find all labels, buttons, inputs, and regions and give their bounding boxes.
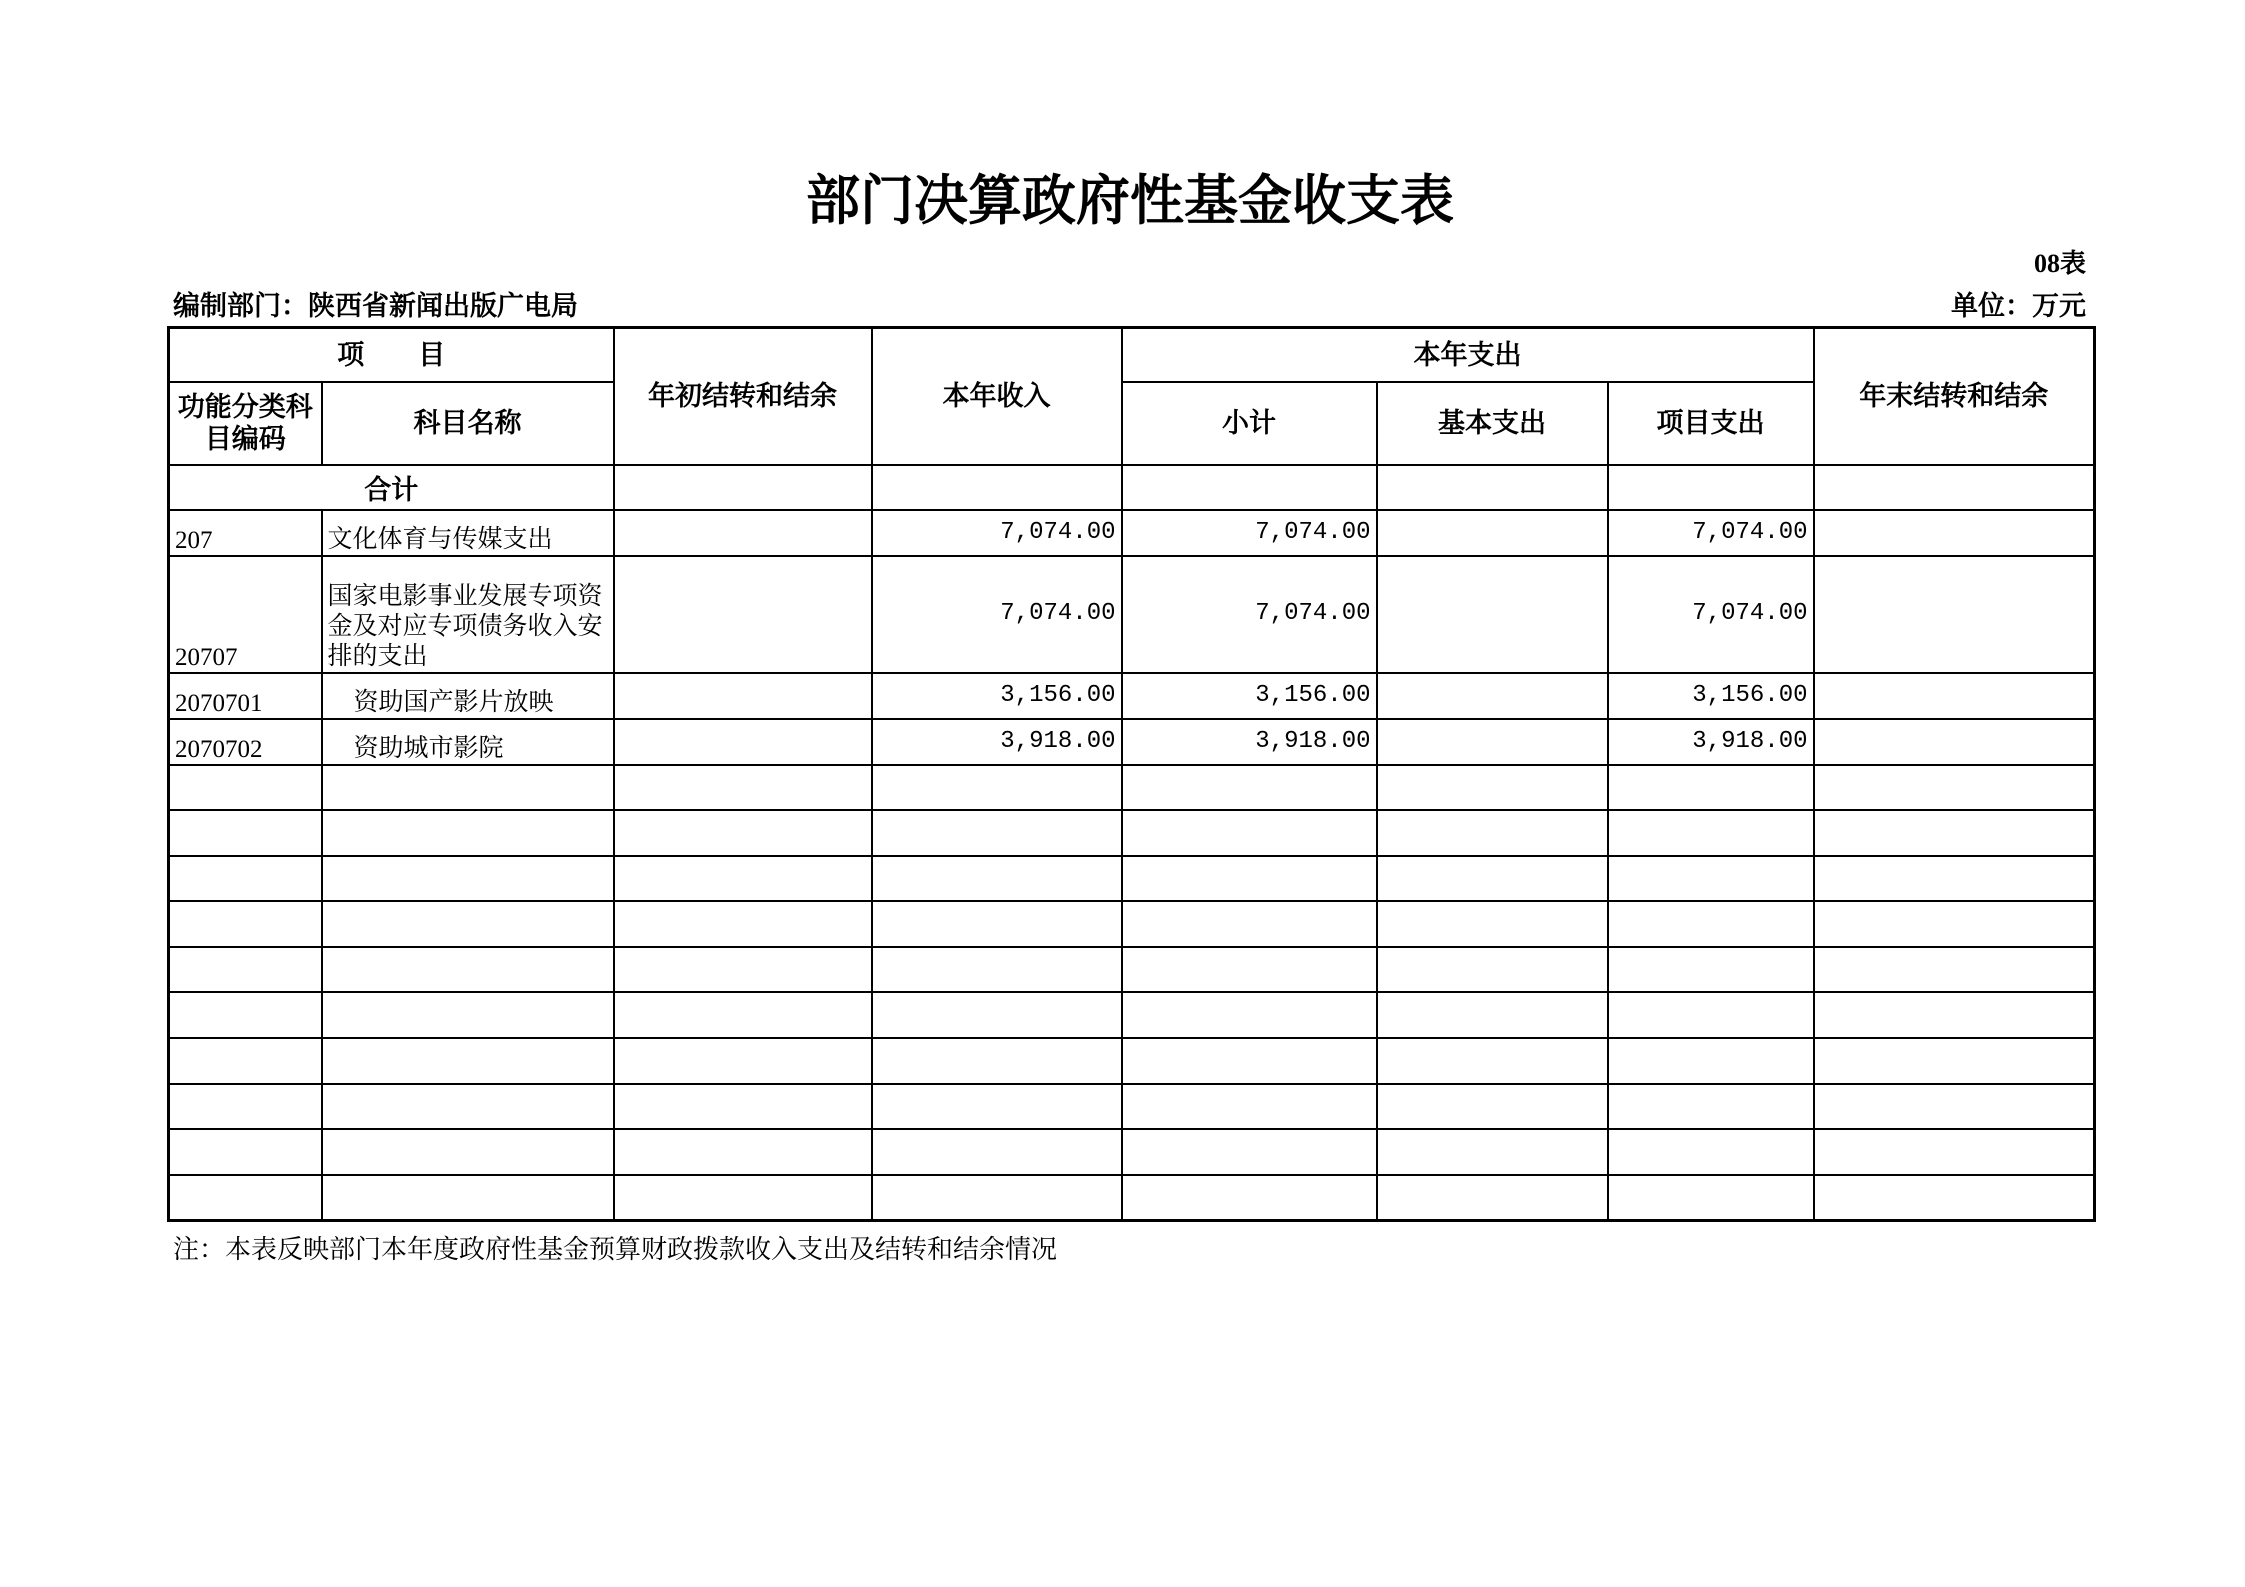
empty-cell xyxy=(1814,810,2095,856)
compiling-department: 编制部门：陕西省新闻出版广电局 xyxy=(173,291,578,321)
empty-cell xyxy=(872,856,1122,902)
empty-cell xyxy=(169,765,322,811)
empty-cell xyxy=(614,765,872,811)
empty-cell xyxy=(169,947,322,993)
empty-cell xyxy=(1377,856,1608,902)
row-basic-expenditure xyxy=(1377,719,1608,765)
row-basic-expenditure xyxy=(1377,556,1608,673)
row-name: 资助国产影片放映 xyxy=(322,673,614,719)
empty-cell xyxy=(1122,947,1377,993)
empty-cell xyxy=(322,765,614,811)
empty-cell xyxy=(614,1129,872,1175)
empty-cell xyxy=(872,765,1122,811)
row-subtotal: 7,074.00 xyxy=(1122,510,1377,556)
header-expenditure: 本年支出 xyxy=(1122,328,1814,382)
header-row-1 xyxy=(169,328,2095,382)
total-opening-balance xyxy=(614,465,872,510)
empty-cell xyxy=(322,1175,614,1221)
empty-cell xyxy=(1608,1084,1814,1130)
empty-cell xyxy=(614,1175,872,1221)
row-opening-balance xyxy=(614,673,872,719)
table-row xyxy=(169,673,2095,719)
empty-cell xyxy=(614,901,872,947)
table-row xyxy=(169,719,2095,765)
empty-cell xyxy=(1608,765,1814,811)
empty-row xyxy=(169,1129,2095,1175)
empty-cell xyxy=(322,947,614,993)
row-closing-balance xyxy=(1814,556,2095,673)
total-basic-expenditure xyxy=(1377,465,1608,510)
row-subtotal: 7,074.00 xyxy=(1122,556,1377,673)
row-project-expenditure: 7,074.00 xyxy=(1608,556,1814,673)
empty-cell xyxy=(1377,1038,1608,1084)
empty-cell xyxy=(1814,765,2095,811)
total-label: 合计 xyxy=(169,465,614,510)
empty-cell xyxy=(1608,1129,1814,1175)
empty-cell xyxy=(1608,1038,1814,1084)
empty-cell xyxy=(1377,947,1608,993)
empty-row xyxy=(169,1084,2095,1130)
empty-cell xyxy=(872,1084,1122,1130)
empty-cell xyxy=(322,810,614,856)
empty-cell xyxy=(1608,901,1814,947)
empty-row xyxy=(169,1175,2095,1221)
empty-cell xyxy=(1814,1175,2095,1221)
empty-cell xyxy=(1814,1129,2095,1175)
row-opening-balance xyxy=(614,510,872,556)
empty-cell xyxy=(1608,856,1814,902)
empty-cell xyxy=(1377,901,1608,947)
row-name: 文化体育与传媒支出 xyxy=(322,510,614,556)
empty-cell xyxy=(169,1129,322,1175)
empty-cell xyxy=(1377,1084,1608,1130)
empty-cell xyxy=(322,1038,614,1084)
empty-cell xyxy=(614,1084,872,1130)
empty-cell xyxy=(1377,1175,1608,1221)
row-income: 3,918.00 xyxy=(872,719,1122,765)
empty-cell xyxy=(614,1038,872,1084)
empty-cell xyxy=(1122,1129,1377,1175)
total-row xyxy=(169,465,2095,510)
row-code: 2070701 xyxy=(169,673,322,719)
row-opening-balance xyxy=(614,719,872,765)
empty-cell xyxy=(1814,856,2095,902)
row-subtotal: 3,918.00 xyxy=(1122,719,1377,765)
empty-cell xyxy=(1814,1084,2095,1130)
row-name: 资助城市影院 xyxy=(322,719,614,765)
row-project-expenditure: 7,074.00 xyxy=(1608,510,1814,556)
total-income xyxy=(872,465,1122,510)
row-closing-balance xyxy=(1814,673,2095,719)
total-subtotal xyxy=(1122,465,1377,510)
empty-cell xyxy=(1122,901,1377,947)
empty-cell xyxy=(1608,810,1814,856)
empty-cell xyxy=(1377,765,1608,811)
empty-cell xyxy=(1122,856,1377,902)
footnote: 注：本表反映部门本年度政府性基金预算财政拨款收入支出及结转和结余情况 xyxy=(173,1235,1058,1264)
report-title: 部门决算政府性基金收支表 xyxy=(806,171,1454,231)
row-income: 7,074.00 xyxy=(872,556,1122,673)
empty-cell xyxy=(872,992,1122,1038)
table-row xyxy=(169,510,2095,556)
empty-cell xyxy=(1122,1084,1377,1130)
empty-cell xyxy=(322,901,614,947)
header-income: 本年收入 xyxy=(872,328,1122,465)
empty-row xyxy=(169,765,2095,811)
row-name: 国家电影事业发展专项资金及对应专项债务收入安排的支出 xyxy=(322,556,614,673)
empty-cell xyxy=(1377,992,1608,1038)
row-code: 207 xyxy=(169,510,322,556)
fund-table xyxy=(167,326,2096,1222)
empty-cell xyxy=(872,1175,1122,1221)
empty-row xyxy=(169,947,2095,993)
empty-cell xyxy=(1122,1038,1377,1084)
empty-cell xyxy=(614,856,872,902)
row-basic-expenditure xyxy=(1377,510,1608,556)
empty-cell xyxy=(1608,992,1814,1038)
empty-cell xyxy=(1608,947,1814,993)
empty-row xyxy=(169,810,2095,856)
empty-cell xyxy=(322,992,614,1038)
empty-row xyxy=(169,992,2095,1038)
row-code: 2070702 xyxy=(169,719,322,765)
empty-cell xyxy=(169,856,322,902)
empty-cell xyxy=(1814,992,2095,1038)
empty-cell xyxy=(169,810,322,856)
empty-cell xyxy=(872,901,1122,947)
empty-cell xyxy=(169,1084,322,1130)
empty-row xyxy=(169,1038,2095,1084)
empty-cell xyxy=(1814,901,2095,947)
empty-cell xyxy=(1122,810,1377,856)
row-income: 7,074.00 xyxy=(872,510,1122,556)
header-code: 功能分类科目编码 xyxy=(169,382,322,465)
row-closing-balance xyxy=(1814,510,2095,556)
header-opening-balance: 年初结转和结余 xyxy=(614,328,872,465)
empty-cell xyxy=(1122,992,1377,1038)
header-item: 项 目 xyxy=(169,328,614,382)
empty-cell xyxy=(872,1129,1122,1175)
header-closing-balance: 年末结转和结余 xyxy=(1814,328,2095,465)
empty-row xyxy=(169,901,2095,947)
header-basic-expenditure: 基本支出 xyxy=(1377,382,1608,465)
row-code: 20707 xyxy=(169,556,322,673)
header-subtotal: 小计 xyxy=(1122,382,1377,465)
empty-cell xyxy=(322,1129,614,1175)
empty-cell xyxy=(169,1038,322,1084)
row-subtotal: 3,156.00 xyxy=(1122,673,1377,719)
total-project-expenditure xyxy=(1608,465,1814,510)
row-opening-balance xyxy=(614,556,872,673)
empty-cell xyxy=(1377,810,1608,856)
empty-cell xyxy=(1122,765,1377,811)
empty-cell xyxy=(872,810,1122,856)
empty-cell xyxy=(614,992,872,1038)
empty-row xyxy=(169,856,2095,902)
header-name: 科目名称 xyxy=(322,382,614,465)
empty-cell xyxy=(614,810,872,856)
empty-cell xyxy=(872,947,1122,993)
empty-cell xyxy=(872,1038,1122,1084)
header-row-2 xyxy=(169,382,2095,465)
row-project-expenditure: 3,918.00 xyxy=(1608,719,1814,765)
empty-cell xyxy=(322,1084,614,1130)
empty-cell xyxy=(169,901,322,947)
table-row xyxy=(169,556,2095,673)
empty-cell xyxy=(322,856,614,902)
table-number: 08表 xyxy=(2033,249,2086,278)
empty-cell xyxy=(169,992,322,1038)
row-closing-balance xyxy=(1814,719,2095,765)
empty-cell xyxy=(1122,1175,1377,1221)
row-income: 3,156.00 xyxy=(872,673,1122,719)
empty-cell xyxy=(1814,1038,2095,1084)
header-project-expenditure: 项目支出 xyxy=(1608,382,1814,465)
empty-cell xyxy=(1377,1129,1608,1175)
empty-cell xyxy=(1814,947,2095,993)
empty-cell xyxy=(1608,1175,1814,1221)
unit-label: 单位：万元 xyxy=(1951,291,2086,321)
row-basic-expenditure xyxy=(1377,673,1608,719)
empty-cell xyxy=(614,947,872,993)
row-project-expenditure: 3,156.00 xyxy=(1608,673,1814,719)
empty-cell xyxy=(169,1175,322,1221)
total-closing-balance xyxy=(1814,465,2095,510)
